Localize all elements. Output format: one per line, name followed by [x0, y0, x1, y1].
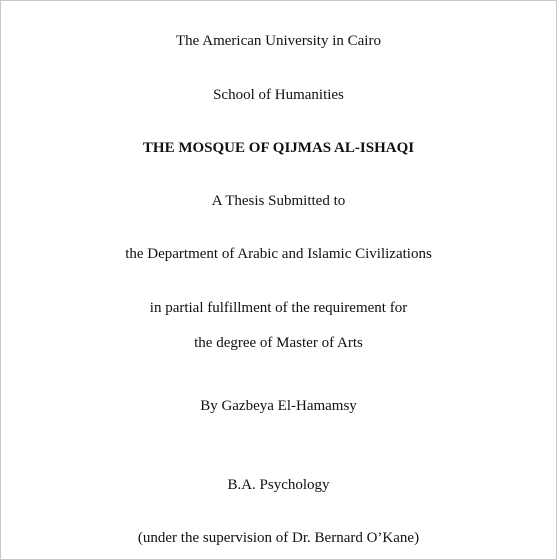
submitted-statement: A Thesis Submitted to — [211, 193, 346, 209]
department-name: the Department of Arabic and Islamic Civilizations — [125, 246, 432, 262]
degree-statement: the degree of Master of Arts — [194, 335, 363, 351]
author-name: By Gazbeya El-Hamamsy — [200, 398, 357, 414]
fulfillment-statement: in partial fulfillment of the requirement for — [149, 300, 408, 316]
thesis-title: THE MOSQUE OF QIJMAS AL-ISHAQI — [142, 140, 415, 156]
school-name: School of Humanities — [213, 87, 344, 103]
supervision-statement: (under the supervision of Dr. Bernard O’Kane) — [137, 530, 420, 546]
university-name: The American University in Cairo — [176, 33, 381, 49]
author-degree: B.A. Psychology — [227, 477, 330, 493]
